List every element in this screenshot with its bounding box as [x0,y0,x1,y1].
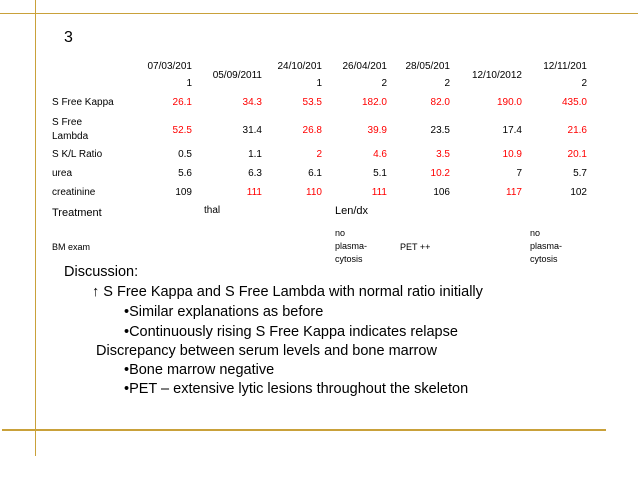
date-col-7: 12/11/201 2 [543,61,587,89]
row-label: urea [52,167,73,179]
table-cell: 34.3 [242,96,262,108]
bottom-accent-line [2,429,606,431]
table-row-treatment [52,205,587,220]
date-col-5: 28/05/201 2 [405,61,450,89]
date-col-3: 24/10/201 1 [277,61,322,89]
table-cell: 53.5 [302,96,322,108]
treatment-thal: thal [204,205,221,216]
discussion-sub-1a: •Similar explanations as before [124,304,324,320]
date-col-4: 26/04/201 2 [342,61,387,89]
row-label: Treatment [52,206,102,219]
row-label: creatinine [52,186,96,198]
table-cell: 117 [506,186,522,198]
row-label: BM exam [52,242,91,252]
discussion-point-2: Discrepancy between serum levels and bone marrow [96,343,437,359]
row-label: S K/L Ratio [52,148,103,160]
table-cell: 10.9 [502,148,522,160]
table-cell: 26.1 [172,96,192,108]
table-cell: 5.1 [373,167,387,179]
table-cell: 7 [516,167,522,179]
discussion-sub-2a: •Bone marrow negative [124,362,275,378]
table-cell: 52.5 [172,124,192,136]
treatment-lendx: Len/dx [335,205,369,217]
table-cell: 182.0 [361,96,387,108]
top-accent-line [0,13,638,14]
table-cell: 109 [175,186,192,198]
table-row-ratio [52,147,587,161]
discussion-sub-2b: •PET – extensive lytic lesions throughout the skeleton [124,381,469,397]
table-row-lambda [52,116,587,144]
table-cell: 0.5 [178,148,192,160]
table-cell: 106 [433,186,450,198]
table-cell: 5.7 [573,167,587,179]
table-cell: 435.0 [561,96,587,108]
bm-result-pet: PET ++ [400,242,431,252]
table-cell: 190.0 [496,96,522,108]
discussion-heading: Discussion: [64,264,139,280]
table-cell: 5.6 [178,167,192,179]
bm-result-col4: no plasma- cytosis [335,228,368,264]
table-header-row [52,61,587,89]
table-row-urea [52,166,587,180]
table-cell: 6.1 [308,167,322,179]
table-cell: 21.6 [567,124,587,136]
table-cell: 23.5 [430,124,450,136]
discussion-sub-1b: •Continuously rising S Free Kappa indicates relapse [124,324,458,340]
table-cell: 2 [316,148,322,160]
table-cell: 111 [371,186,387,198]
table-cell: 39.9 [367,124,387,136]
table-cell: 10.2 [430,167,450,179]
slide-number: 3 [64,29,73,46]
table-cell: 111 [246,186,262,198]
table-cell: 102 [570,186,587,198]
table-cell: 20.1 [567,148,587,160]
table-cell: 6.3 [248,167,262,179]
date-col-6: 12/10/2012 [471,69,522,81]
table-row-bm-exam [52,227,587,267]
table-cell: 4.6 [373,148,387,160]
left-accent-line [35,0,36,456]
table-row-kappa [52,95,587,109]
table-cell: 17.4 [502,124,522,136]
table-cell: 31.4 [242,124,262,136]
table-cell: 1.1 [248,148,262,160]
date-col-2: 05/09/2011 [212,69,262,81]
date-col-1: 07/03/201 1 [147,61,192,89]
row-label: S Free Kappa [52,96,114,108]
discussion-point-1: ↑ S Free Kappa and S Free Lambda with normal ratio initially [92,284,483,300]
table-cell: 26.8 [302,124,322,136]
table-cell: 82.0 [430,96,450,108]
table-row-creatinine [52,185,587,199]
row-label: S Free Lambda [52,117,89,142]
bm-result-col7: no plasma- cytosis [530,228,563,264]
table-cell: 110 [306,186,322,198]
table-cell: 3.5 [436,148,450,160]
